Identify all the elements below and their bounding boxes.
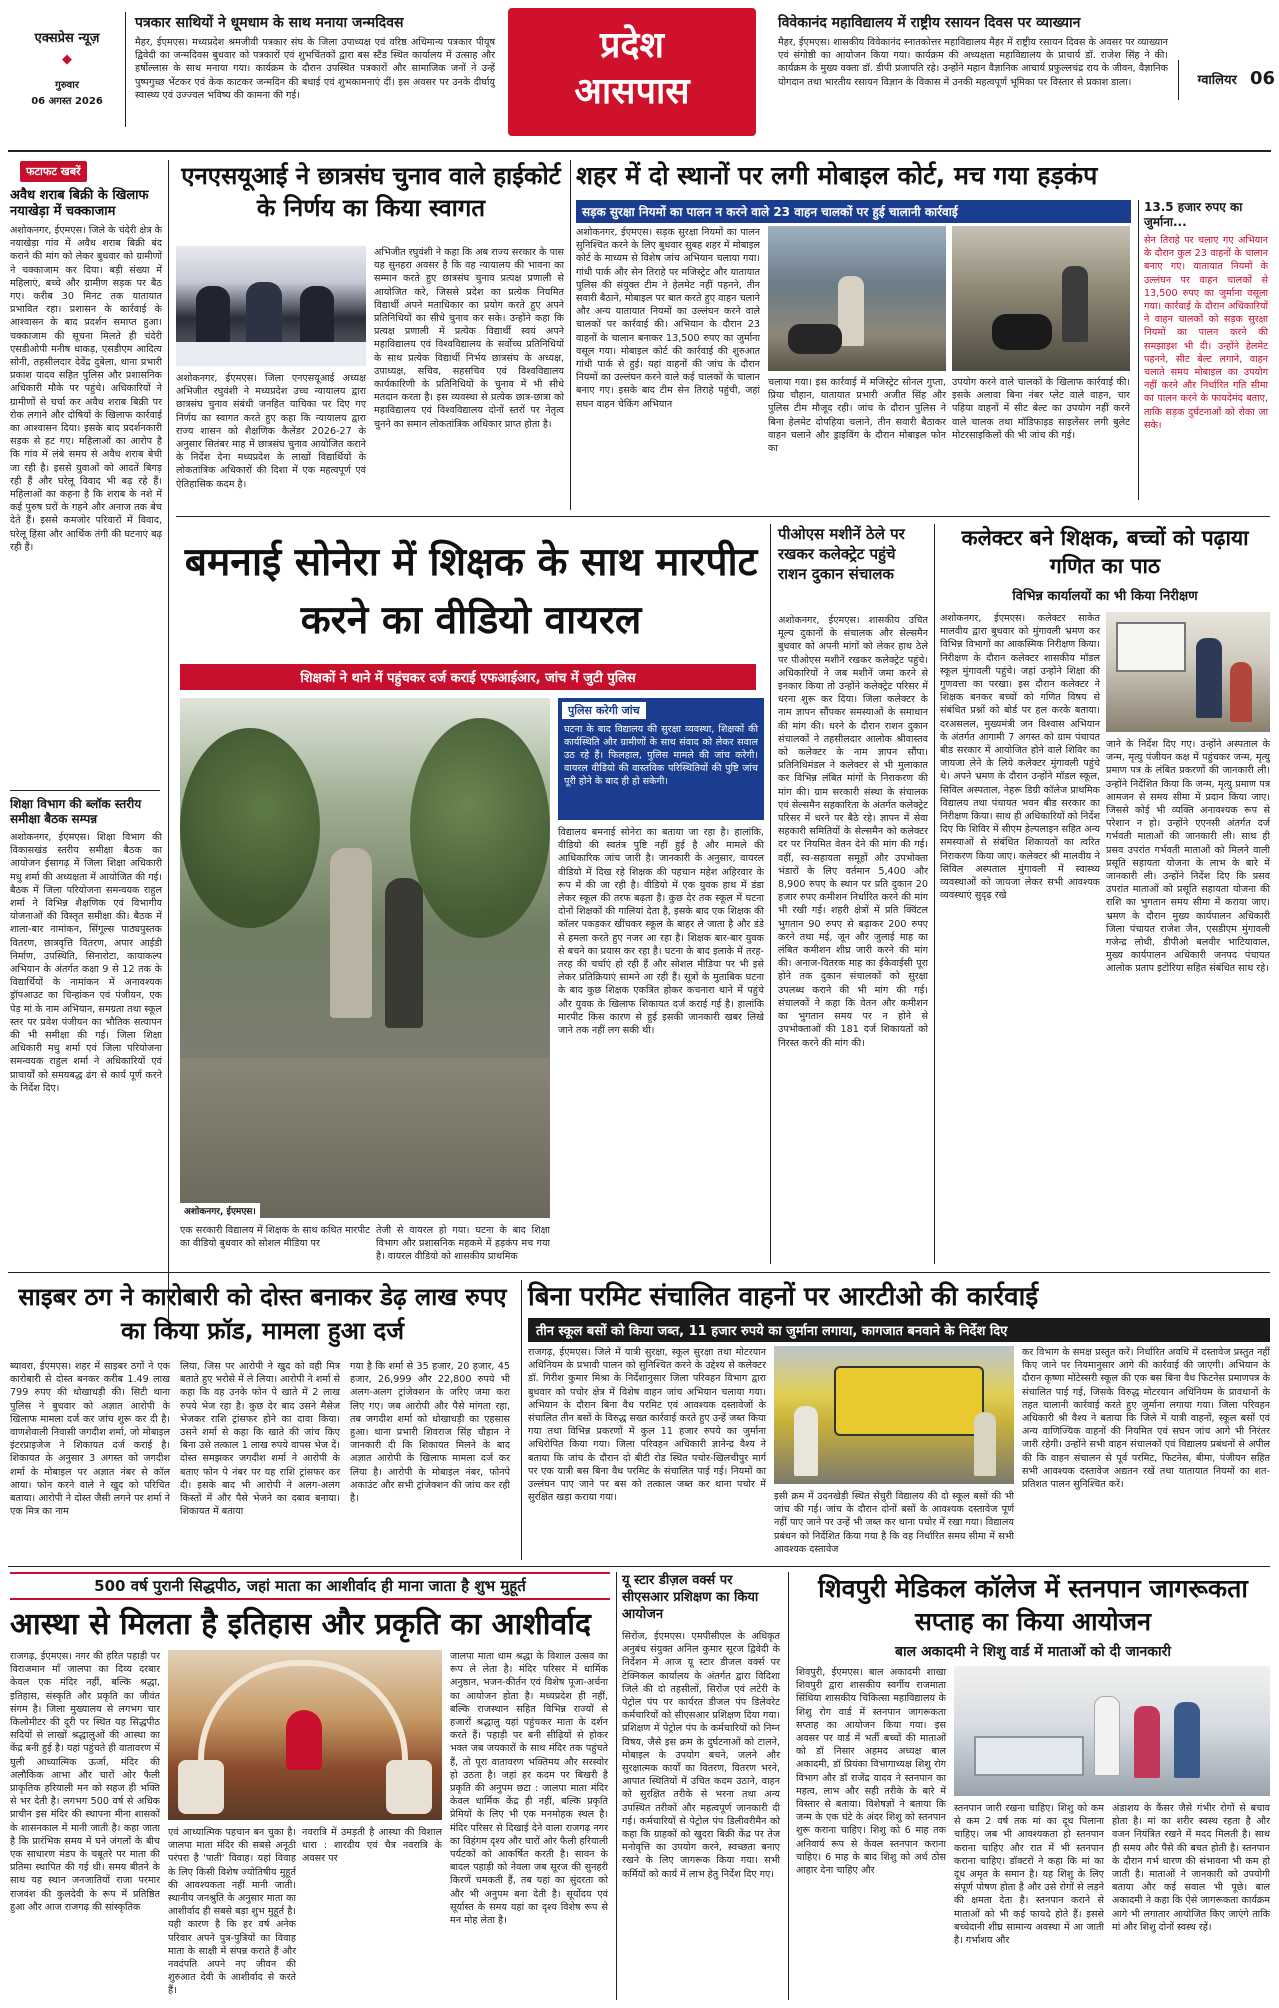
teacher-rule <box>770 524 771 1264</box>
collector-photo <box>1106 612 1270 732</box>
rto-body-col1: राजगढ़, ईएमएस। जिले में यात्री सुरक्षा, स्कूल सुरक्षा तथा मोटरयान अधिनियम के प्रभावी पालन को सुनिश्चित करने के उद्देश्य से कलेक्टर डॉ. गिरीश कुमार मिश्रा के निर्देशानुसार जिला परिवहन विभाग द्वारा बुधवार को पचोर क्षेत्र में विशेष वाहन जांच अभियान चलाया गया। अभियान के दौरान बिना वैध परमिट एवं आवश्यक दस्तावेजों के संचालित तीन बसों के विरुद्ध सख्त कार्रवाई करते हुए उन्हें जब्त किया गया तथा विभिन्न प्रकरणों में कुल 11 हजार रुपये का जुर्माना अधिरोपित किया गया। जिला परिवहन अधिकारी ज्ञानेन्द्र वैश्य ने बताया कि जांच के दौरान दो बीटी रोड स्थित पचोर-खिलचीपुर मार्ग पर एक यात्री बस बिना वैध परमिट के संचालित पाई गई। नियमों का उल्लंघन पाए जाने पर बस को तत्काल जब्त कर थाना पचोर में सुरक्षित खड़ा कराया गया। <box>528 1347 766 1504</box>
cyber-headline: साइबर ठग ने कारोबारी को दोस्त बनाकर डेढ़ लाख रुपए का किया फ्रॉड, मामला हुआ दर्ज <box>18 1283 507 1345</box>
person-silhouette-icon <box>385 878 423 1028</box>
temple-rule <box>616 1572 617 2000</box>
mobile-court-body-col3: उपयोग करने वाले चालकों के खिलाफ कार्रवाई की। इसके अलावा बिना नंबर प्लेट वाले वाहन, चार पहिया वाहनों में सीट बेल्ट का उपयोग नहीं करने वाले चालक तथा मॉडिफाइड साइलेंसर लगी बुलेट मोटरसाइकिलों की भी जांच की गई। <box>952 377 1130 441</box>
tree-icon <box>180 728 320 928</box>
deity-icon <box>286 1710 322 1770</box>
pos-headline: पीओएस मशीनें ठेले पर रखकर कलेक्ट्रेट पहुंचे राशन दुकान संचालक <box>778 525 905 583</box>
cyber-body-col2: लिया, जिस पर आरोपी ने खुद को वही मित्र बताते हुए भरोसे में ले लिया। आरोपी ने शर्मा से कहा कि वह उनके फोन पे खाते में 2 लाख रुपये भेज रहा है। कुछ देर बाद उसने मैसेज भेजकर राशि ट्रांसफर होने का दावा किया। उसने शर्मा से कहा कि खाते की जांच किए बिना उसे तत्काल 1 लाख रुपये वापस भेज दें। दोस्त समझकर जगदीश शर्मा ने आरोपी के बताए फोन पे नंबर पर यह राशि ट्रांसफर कर दी। इसके बाद भी आरोपी ने अलग-अलग किस्तों में और पैसे भेजने का दबाव बनाया। शिकायत में बताया <box>180 1361 341 1518</box>
cyber-body-col1: ब्यावरा, ईएमएस। शहर में साइबर ठगों ने एक कारोबारी से दोस्त बनकर करीब 1.49 लाख 799 रुपए की धोखाधड़ी की। सिटी थाना पुलिस ने बुधवार को अज्ञात आरोपी के खिलाफ मामला दर्ज कर जांच शुरू कर दी है। वाणशेवाली निवासी जगदीश शर्मा, जो मोबाइल इंटरप्राइजेज ने शिकायत दर्ज कराई है। शिकायत के अनुसार 3 अगस्त को जगदीश शर्मा के मोबाइल पर अज्ञात नंबर से कॉल आया। फोन करने वाले ने खुद को परिचित बताया। आरोपी ने दोस्त जैसी लगने पर शर्मा ने एक मित्र का नाम <box>10 1361 170 1518</box>
masthead-bottom-rule <box>8 150 1271 152</box>
collector-body-col2: जाने के निर्देश दिए गए। उन्होंने अस्पताल के जन्म, मृत्यु पंजीयन कक्ष में पहुंचकर जन्म, मृत्यु प्रमाण पत्र के लंबित प्रकरणों की जानकारी ली। उन्होंने निर्देशित किया कि जन्म, मृत्यु प्रमाण पत्र आमजन से समय सीमा में प्रदान किया जाए। जिससे कोई भी व्यक्ति अनावश्यक रूप से परेशान न हो। उन्होंने एएनसी अंतर्गत दर्ज गर्भवती माताओं की जानकारी ली। साथ ही प्रसव उपरांत गर्भवती माताओं को मिलने वाली प्रसूति सहायता योजना के लाभ के बारे में जानकारी ली। उन्होंने निर्देश दिए कि प्रसव उपरांत माताओं को प्रसूति सहायता योजना की राशि का भुगतान समय सीमा में कराया जाए। भ्रमण के दौरान मुख्य कार्यपालन अधिकारी जिला पंचायत राजेश जैन, एसडीएम मुंगावली गजेन्द्र लोधी, डीपीओ बलवीर भाटियावाल, मुख्य कार्यपालन अधिकारी जनपद पंचायत आलोक प्रताप इटोरिया सहित संबंधित साथ रहे। <box>1106 739 1270 975</box>
brief1-headline: अवैध शराब बिक्री के खिलाफ नयाखेड़ा में चक्काजाम <box>10 188 149 219</box>
brief2-headline: शिक्षा विभाग की ब्लॉक स्तरीय समीक्षा बैठक सम्पन्न <box>10 797 142 826</box>
brief1-body: अशोकनगर, ईएमएस। जिले के चंदेरी क्षेत्र के नयाखेड़ा गांव में अवैध शराब बिक्री बंद कराने की मांग को लेकर बुधवार को ग्रामीणों ने चक्काजाम कर दिया। बड़ी संख्या में महिलाएं, बच्चे और ग्रामीण सड़क पर बैठ गए। करीब 30 मिनट तक यातायात प्रभावित रहा। प्रशासन के कार्रवाई के आश्वासन के बाद प्रदर्शन समाप्त हुआ। चक्काजाम की सूचना मिलते ही चंदेरी एसडीओपी मनीष धाकड़, एसडीएम आदित्य सोनी, तहसीलदार देवेंद्र दुबेला, थाना प्रभारी प्रकाश यादव सहित पुलिस और प्रशासनिक अधिकारी मौके पर पहुंचे। अधिकारियों ने ग्रामीणों से चर्चा कर अवैध शराब बिक्री पर रोक लगाने और दोषियों के खिलाफ कार्रवाई का आश्वासन दिया। इसके बाद प्रदर्शनकारी सड़क से हट गए। महिलाओं का आरोप है कि गांव में लंबे समय से अवैध शराब बेची जा रही है। इससे युवाओं को आदतें बिगड़ रही हैं और घरेलू विवाद भी बढ़ रहे हैं। महिलाओं का कहना है कि शराब के नशे में कई पुरुष घरों के गहने और अनाज तक बेच देते हैं। इससे कमजोर परिवारों में विवाद, घरेलू हिंसा और आर्थिक तंगी की घटनाएं बढ़ रही हैं। <box>10 225 162 553</box>
temple-body-col1: राजगढ़, ईएमएस। नगर की हरित पहाड़ी पर विराजमान माँ जालपा का दिव्य दरबार केवल एक मंदिर नहीं, बल्कि श्रद्धा, इतिहास, संस्कृति और प्रकृति का जीवंत संगम है। जिला मुख्यालय से लगभग चार किलोमीटर की दूरी पर स्थित यह सिद्धपीठ सदियों से लाखों श्रद्धालुओं की आस्था का केंद्र बनी हुई है। यहां पहुंचते ही वातावरण में घुली आध्यात्मिक ऊर्जा, मंदिर की अलौकिक आभा और चारों ओर फैली प्राकृतिक हरियाली मन को सहज ही भक्ति से भर देती है। लगभग 500 वर्ष से अधिक प्राचीन इस मंदिर की स्थापना मीना शासकों के शासनकाल में मानी जाती है। कहा जाता है कि प्रारंभिक समय में घने जंगलों के बीच एक साधारण मंडप के चबूतरे पर माता की प्रतिमा स्थापित की गई थी। समय बीतने के साथ यह स्थान जनजातियों राजा परमार राजवंश की कुलदेवी के रूप में प्रतिष्ठित हुआ और आज राजगढ़ की सांस्कृतिक <box>10 1651 160 1913</box>
top-left-story <box>135 14 495 132</box>
edition-city: ग्वालियर <box>1197 73 1237 88</box>
story-teacher <box>176 524 766 1266</box>
person-silhouette-icon <box>196 286 230 346</box>
row1-bottom-rule <box>176 516 1270 517</box>
temple-kicker: 500 वर्ष पुरानी सिद्धपीठ, जहां माता का आशीर्वाद ही माना जाता है शुभ मुहूर्त <box>10 1572 610 1600</box>
whiteboard <box>1116 622 1186 672</box>
nsui-photo <box>176 246 366 366</box>
pos-rule <box>934 524 935 1264</box>
teacher-headline: बमनाई सोनेरा में शिक्षक के साथ मारपीट करने का वीडियो वायरल <box>184 540 758 643</box>
brief2-body: अशोकनगर, ईएमएस। शिक्षा विभाग की विकासखंड स्तरीय समीक्षा बैठक का आयोजन ईसागढ़ में जिला शिक्षा अधिकारी मधु शर्मा की अध्यक्षता में आयोजित की गई। बैठक में जिला परियोजना समन्वयक राहुल शर्मा ने विभिन्न शैक्षणिक एवं विभागीय योजनाओं की विस्तृत समीक्षा की। बैठक में शाला-बार नामांकन, सिंगूल्स पाठ्यपुस्तक वितरण, छात्रवृत्ति वितरण, अपार आईडी निर्माण, उपस्थिति, सिनारोटा, कायाकल्प अभियान के अंतर्गत कक्षा 9 से 12 तक के विद्यार्थियों के नामांकन में अनावश्यक ड्रॉपआउट का चिन्हांकन एवं पंजीयन, एक पेड़ मां के नाम अभियान, समग्रता तथा स्कूल स्तर पर प्रवेश पंजीयन का भौतिक सत्यापन की भी समीक्षा की गई। जिला शिक्षा अधिकारी मधु शर्मा एवं जिला परियोजना समन्वयक राहुल शर्मा ने अधिकारियों एवं प्राचार्यों को समयबद्ध ढंग से कार्य पूर्ण करने के निर्देश दिए। <box>10 832 162 1094</box>
top-right-story <box>778 14 1168 134</box>
nsui-headline: एनएसयूआई ने छात्रसंघ चुनाव वाले हाईकोर्ट के निर्णय का किया स्वागत <box>181 162 561 222</box>
person-silhouette-icon <box>1196 638 1222 718</box>
shivpuri-headline: शिवपुरी मेडिकल कॉलेज में स्तनपान जागरूकता सप्ताह का किया आयोजन <box>818 1574 1248 1636</box>
pos-body: अशोकनगर, ईएमएस। शासकीय उचित मूल्य दुकानों के संचालक और सेल्समैन बुधवार को अपनी मांगों को लेकर हाथ ठेले पर पीओएस मशीनें रखकर कलेक्ट्रेट पहुंचे। अधिकारियों ने जब मशीनें जमा करने से इनकार किया तो उन्होंने कलेक्ट्रेट परिसर में धरना शुरू कर दिया। जिला कलेक्टर के नाम ज्ञापन सौंपकर समस्याओं के समाधान की मांग की। धरने के दौरान राशन दुकान संचालकों ने तहसीलदार आलोक श्रीवास्तव को कलेक्टर के नाम ज्ञापन सौंपा। प्रतिनिधिमंडल ने कलेक्टर से भी मुलाकात कर विभिन्न लंबित मांगों के निराकरण की मांग की। ग्राम सरकारी संस्था के संचालक एवं सेल्समैन सहकारिता के अंतर्गत कलेक्ट्रेट परिसर में धरने पर बैठे रहे। ज्ञापन में सेवा सहकारी समितियों के सेल्समैन को कलेक्टर दर पर नियमित वेतन देने की मांग की गई। वहीं, स्व-सहायता समूहों और उपभोक्ता भंडारों के लिए वर्तमान 5,400 और 8,900 रुपए के स्थान पर प्रति दुकान 20 हजार रुपए कमीशन निर्धारित करने की मांग भी रखी गई। शहरी क्षेत्रों में प्रति क्विंटल भुगतान 90 रुपए से बढ़ाकर 200 रुपए करने तथा मई, जून और जुलाई माह का लंबित कमीशन शीघ्र जारी करने की मांग की। अनाज-वितरक माह का ईकेवाईसी पूरा होने तक दुकान संचालकों को सुरक्षा उपलब्ध कराने की भी मांग की गई। संचालकों ने कहा कि वेतन और कमीशन का भुगतान समय पर न होने से उपभोक्ताओं की 181 दर्ज शिकायतों को निरस्त करने की मांग की। <box>778 615 928 1049</box>
shivpuri-body-col1: शिवपुरी, ईएमएस। बाल अकादमी शाखा शिवपुरी द्वारा शासकीय स्वर्गीय राजमाता सिंधिया शासकीय चिकित्सा महाविद्यालय के शिशु रोग वार्ड में स्तनपान जागरूकता सप्ताह का आयोजन किया गया। इस अवसर पर वार्ड में भर्ती बच्चों की माताओं को डॉ निसार अहमद अध्यक्ष बाल अकादमी, डॉ प्रियंका विभागाध्यक्ष शिशु रोग विभाग और डॉ राजेंद्र यादव ने स्तनपान का महत्व, लाभ और सही तरीके के बारे में विस्तार से बताया। विशेषज्ञों ने बताया कि जन्म के एक घंटे के अंदर शिशु को स्तनपान शुरू कराना चाहिए। शिशु को 6 माह तक अनिवार्य रूप से केवल स्तनपान कराना चाहिए। 6 माह के बाद शिशु को अर्ध ठोस आहार देना चाहिए और <box>796 1667 946 1877</box>
rto-photo <box>774 1346 1014 1484</box>
cyber-body-col3: गया है कि शर्मा से 35 हजार, 20 हजार, 45 हजार, 26,999 और 22,800 रुपये भी अलग-अलग ट्रांजेक्शन के जरिए जमा करा लिए गए। जब आरोपी और पैसे मांगता रहा, तब जगदीश शर्मा को धोखाधड़ी का एहसास हुआ। थाना प्रभारी शिवराज सिंह चौहान ने जानकारी दी कि शिकायत मिलने के बाद अज्ञात आरोपी के खिलाफ मामला दर्ज कर लिया है। आरोपी के मोबाइल नंबर, फोनपे अकाउंट और सभी ट्रांजेक्शन की जांच कर रही है। <box>350 1361 510 1505</box>
top-right-body: मैहर, ईएमएस। शासकीय विवेकानंद स्नातकोत्तर महाविद्यालय मैहर में राष्ट्रीय रसायन दिवस के अवसर पर व्याख्यान एवं संगोष्ठी का आयोजन किया गया। कार्यक्रम की अध्यक्षता महाविद्यालय के प्राचार्य डॉ. राजेश सिंह ने की। कार्यक्रम के मुख्य वक्ता डॉ. डीपी प्रजापति रहे। उन्होंने महान वैज्ञानिक आचार्य प्रफुल्लचंद्र राय के जीवन, वैज्ञानिक योगदान तथा भारतीय रसायन विज्ञान के विकास में उनकी महत्वपूर्ण भूमिका पर विस्तार से प्रकाश डाला। <box>778 37 1168 88</box>
row2-bottom-rule <box>8 1272 1270 1273</box>
lion-statue-icon <box>178 1760 224 1814</box>
mobile-court-photo-1 <box>768 226 946 371</box>
sidebar-divider <box>10 790 160 791</box>
story-ystar <box>622 1572 782 2002</box>
collector-headline: कलेक्टर बने शिक्षक, बच्चों को पढ़ाया गणित का पाठ <box>961 526 1249 578</box>
person-silhouette-icon <box>794 1406 818 1476</box>
teacher-body-lead: एक सरकारी विद्यालय में शिक्षक के साथ कथित मारपीट का वीडियो बुधवार को सोशल मीडिया पर <box>180 1225 370 1250</box>
nsui-body-col2: अभिजीत रघुवंशी ने कहा कि अब राज्य सरकार के पास यह सुनहरा अवसर है कि वह न्यायालय की भावना का सम्मान करते हुए छात्रसंघ चुनाव प्रत्यक्ष प्रणाली से आयोजित करे, जिससे प्रदेश का प्रत्येक नियमित विद्यार्थी अपने मताधिकार का प्रयोग करते हुए अपने प्रतिनिधियों का सीधे चुनाव कर सके। उन्होंने कहा कि प्रत्यक्ष प्रणाली में प्रत्येक विद्यार्थी स्वयं अपने महाविद्यालय एवं विश्वविद्यालय के सर्वोच्च प्रतिनिधियों के साथ प्रत्येक विद्यार्थी निर्भय छात्रसंघ के अध्यक्ष, उपाध्यक्ष, सचिव, सहसचिव एवं विश्वविद्यालय कार्यकारिणी के प्रतिनिधियों के चुनाव में भी सीधे मतदान करता है। इस व्यवस्था से प्रत्येक छात्र-छात्रा को महाविद्यालय एवं विश्वविद्यालय दोनों स्तरों पर नेतृत्व चुनने का समान लोकतांत्रिक अधिकार प्राप्त होता है। <box>374 247 564 430</box>
temple-body-col3: जालपा माता धाम श्रद्धा के विशाल उत्सव का रूप ले लेता है। मंदिर परिसर में धार्मिक अनुष्ठान, भजन-कीर्तन एवं विशेष पूजा-अर्चना का आयोजन होता है। मध्यप्रदेश ही नहीं, बल्कि राजस्थान सहित विभिन्न राज्यों से हजारों श्रद्धालु यहां पहुंचकर माता के दर्शन करते हैं। पहाड़ी पर बनी सीढ़ियों से होकर भक्त जब जयकारों के साथ मंदिर तक पहुंचते हैं, तो पूरा वातावरण भक्तिमय और सरस्वोर हो उठता है। जहां हर कदम पर बिखरी है प्रकृति की अनुपम छटा : जालपा माता मंदिर केवल धार्मिक केंद्र ही नहीं, बल्कि प्रकृति प्रेमियों के लिए भी एक मनमोहक स्थल है। मंदिर परिसर से दिखाई देने वाला राजगढ़ नगर का विहंगम दृश्य और चारों ओर फैली हरियाली पर्यटकों को आकर्षित करती है। सावन के बादल पहाड़ी को नेवला जब सूरज की सुनहरी किरणें चमकती हैं, तब यहां का सुंदरता को और भी अनुपम बना देती है। सूर्योदय एवं सूर्यास्त के समय यहां का दृश्य विशेष रूप से मन मोह लेता है। <box>450 1651 608 1927</box>
ystar-headline: यू स्टार डीज़ल वर्क्स पर सीएसआर प्रशिक्षण का किया आयोजन <box>622 1573 759 1622</box>
motorbike-icon <box>992 314 1052 350</box>
temple-photo <box>168 1650 442 1820</box>
collector-body-col1a: अशोकनगर, ईएमएस। कलेक्टर साकेत मालवीय द्वारा बुधवार को मुंगावली भ्रमण कर विभिन्न विभागों का आकस्मिक निरीक्षण किया। निरीक्षण के दौरान कलेक्टर शासकीय मॉडल स्कूल मुंगावली पहुंचे। जहां उन्होंने शिक्षा की गुणवत्ता का परखा। इस दौरान कलेक्टर ने शिक्षक बनकर बच्चों को गणित विषय से संबंधित प्रश्नों को बोर्ड पर हल करके बताया। दरअसलल, मुख्यमंत्री जन विश्वास अभियान के अंतर्गत आगामी 7 अगस्त को ग्राम पंचायत बीड सरकार में आयोजित होने वाले शिविर का जायजा लेने के लिये कलेक्टर मुंगावली पहुंचे थे। अपने भ्रमण के दौरान उन्होंने मॉडल स्कूल, सिविल अस्पताल, नेहरू डिग्री कॉलेज प्राथमिक विद्यालय तथा पंचायत भवन बीड सरकार का निरीक्षण किया। साथ ही अधिकारियों को निर्देश दिए कि शिविर में सीएम हेल्पलाइन सहित अन्य समस्याओं से संबंधित शिकायतों का त्वरित निराकरण किया जाए। कलेक्टर श्री मालवीय ने सिविल अस्पताल मुंगावली में स्वास्थ्य व्यवस्थाओं को जायजा लेकर सभी आवश्यक व्यवस्थाएं सुदृढ़ रखे <box>940 613 1100 902</box>
teacher-photo-caption: अशोकनगर, ईएमएस। <box>180 1203 260 1218</box>
rto-subheadline: तीन स्कूल बसों को किया जब्त, 11 हजार रुपये का जुर्माना लगाया, कागजात बनवाने के निर्देश दिए <box>528 1318 1270 1342</box>
row3-bottom-rule <box>8 1566 1270 1567</box>
shivpuri-body-col3: अंडाशय के कैंसर जैसे गंभीर रोगों से बचाव होता है। मां का शरीर स्वस्थ रहता है और वजन नियंत्रित रखने में मदद मिलती है। साथ ही समय और पैसे की बचत होती है। स्तनपान के दौरान गर्भ धारण की संभावना भी कम हो जाती है। माताओं ने जानकारी को उपयोगी बताया और कई सवाल भी पूछे। बाल अकादमी ने कहा कि ऐसे जागरूकता कार्यक्रम आगे भी लगातार आयोजित किए जाएंगे ताकि मां और शिशु दोनों स्वस्थ रहें। <box>1112 1803 1270 1933</box>
brand-block <box>12 10 122 128</box>
section-title-line1: प्रदेश <box>599 25 665 66</box>
photo-table <box>176 342 366 366</box>
masthead <box>0 0 1279 150</box>
person-silhouette-icon <box>1134 1706 1160 1778</box>
temple-body-col2b: नवरात्रि में उमड़ती है आस्था की विशाल धारा : शारदीय एवं चैत्र नवरात्रि के अवसर पर <box>302 1827 442 1865</box>
issue-date: 06 अगस्त 2026 <box>31 96 103 107</box>
shivpuri-photo <box>954 1666 1270 1796</box>
ground <box>180 1058 550 1218</box>
person-silhouette-icon <box>246 282 282 346</box>
tree-icon <box>410 718 550 938</box>
police-box-body: घटना के बाद विद्यालय की सुरक्षा व्यवस्था, शिक्षकों की कार्यस्थिति और ग्रामीणों के साथ संवाद को लेकर सवाल उठ रहे हैं। फिलहाल, पुलिस मामले की जांच करेगी। वायरल वीडियो की वास्तविक परिस्थितियों की पुष्टि जांच पूरी होने के बाद ही हो सकेगी। <box>564 724 758 787</box>
person-silhouette-icon <box>1174 1702 1200 1778</box>
top-left-headline: पत्रकार साथियों ने धूमधाम के साथ मनाया जन्मदिवस <box>135 15 404 31</box>
mobile-court-subheadline: सड़क सुरक्षा नियमों का पालन न करने वाले 23 वाहन चालकों पर हुई चालानी कार्रवाई <box>576 200 1131 223</box>
school-bus-icon <box>834 1366 984 1436</box>
mobile-court-body-col1: अशोकनगर, ईएमएस। सड़क सुरक्षा नियमों का पालन सुनिश्चित करने के लिए बुधवार सुबह शहर में मोबाइल कोर्ट के माध्यम से विशेष जांच अभियान चलाया गया। गांधी पार्क और सेन तिराहे पर मजिस्ट्रेट और यातायात पुलिस की संयुक्त टीम ने हेलमेट नहीं पहनने, तीन सवारी बैठाने, मोबाइल पर बात करते हुए वाहन चलाने और अन्य यातायात नियमों का उल्लंघन करने वाले चालकों पर कार्रवाई की। अभियान के दौरान 23 वाहनों के चालान बनाकर 13,500 रुपए का जुर्माना वसूल गया। मोबाइल कोर्ट की कार्रवाई की शुरुआत गांधी पार्क से हुई। यहां वाहनों की जांच के दौरान नियमों का उल्लंघन करने वाले कई चालकों के चालान बनाए गए। इसके बाद टीम सेन तिराहे पहुंची, जहां सघन वाहन चेकिंग अभियान <box>576 227 760 410</box>
mobile-court-side-body: सेन तिराहे पर चलाए गए अभियान के दौरान कुल 23 वाहनों के चालान बनाए गए। यातायात नियमों के उल्लंघन पर वाहन चालकों से 13,500 रुपए का जुर्माना वसूला गया। कार्रवाई के दौरान अधिकारियों ने वाहन चालकों को सड़क सुरक्षा नियमों का पालन करने की समझाइश भी दी। उन्होंने हेलमेट पहनने, सीट बेल्ट लगाने, वाहन चलाते समय मोबाइल का उपयोग नहीं करने और निर्धारित गति सीमा का पालन करने के फायदेमंद बताए, ताकि सड़क दुर्घटनाओं को रोका जा सके। <box>1144 235 1268 431</box>
top-left-body: मैहर, ईएमएस। मध्यप्रदेश श्रमजीवी पत्रकार संघ के जिला उपाध्यक्ष एवं वरिष्ठ अधिमान्य पत्रकार पीयूष द्विवेदी का जन्मदिवस बुधवार को पत्रकारों एवं शुभचिंतकों द्वारा बस स्टैंड स्थित कार्यालय में उत्साह और हर्षोल्लास के साथ मनाया गया। कार्यक्रम के दौरान उपस्थित पत्रकारों और सामाजिक जनों ने उन्हें पुष्पगुच्छ भेंटकर एवं केक काटकर जन्मदिन की बधाई एवं शुभकामनाएं दीं। इस अवसर पर उनके दीर्घायु स्वास्थ्य एवं उज्ज्वल भविष्य की कामना की गई। <box>135 37 495 101</box>
sidebar-rule <box>168 160 169 1330</box>
person-silhouette-icon <box>1230 662 1252 722</box>
story-rto <box>528 1280 1270 1560</box>
nsui-body-col1: अशोकनगर, ईएमएस। जिला एनएसयूआई अध्यक्ष अभिजीत रघुवंशी ने मध्यप्रदेश उच्च न्यायालय द्वारा छात्रसंघ चुनाव संबंधी जनहित याचिका पर दिए गए निर्णय का स्वागत करते हुए कहा कि न्यायालय द्वारा राज्य शासन को शैक्षणिक कैलेंडर 2026-27 के अनुसार सितंबर माह में छात्रसंघ चुनाव आयोजित कराने के निर्देश देना मध्यप्रदेश के लाखों विद्यार्थियों के लोकतांत्रिक अधिकारों की दिशा में एक महत्वपूर्ण एवं ऐतिहासिक कदम है। <box>176 373 366 490</box>
story-cyber <box>10 1280 515 1560</box>
temple-headline: आस्था से मिलता है इतिहास और प्रकृति का आशीर्वाद <box>10 1607 591 1642</box>
story-pos <box>778 524 928 1266</box>
city-page <box>1180 68 1275 94</box>
sidebar-label: फटाफट खबरें <box>20 161 87 182</box>
teacher-body-lead2: तेजी से वायरल हो गया। घटना के बाद शिक्षा विभाग और प्रशासनिक महकमे में हड़कंप मच गया है। वायरल वीडियो को शासकीय प्राथमिक <box>376 1225 550 1263</box>
story-shivpuri <box>796 1572 1270 2002</box>
mobile-court-headline: शहर में दो स्थानों पर लगी मोबाइल कोर्ट, मच गया हड़कंप <box>576 161 1098 190</box>
collector-subheadline: विभिन्न कार्यालयों का भी किया निरीक्षण <box>1012 589 1198 604</box>
cyber-rule <box>521 1280 522 1560</box>
story-nsui <box>176 160 566 510</box>
top-right-headline: विवेकानंद महाविद्यालय में राष्ट्रीय रसायन दिवस पर व्याख्यान <box>778 15 1081 31</box>
lion-statue-icon <box>386 1760 432 1814</box>
story-temple <box>10 1572 610 2002</box>
rto-headline: बिना परमिट संचालित वाहनों पर आरटीओ की कार्रवाई <box>528 1282 1039 1312</box>
rto-body-col3: कर विभाग के समक्ष प्रस्तुत करें। निर्धारित अवधि में दस्तावेज प्रस्तुत नहीं किए जाने पर नियमानुसार आगे की कार्रवाई की जाएगी। अभियान के दौरान कृष्णा मोंटेस्सरी स्कूल की एक बस बिना वैध फिटनेस प्रमाणपत्र के संचालित पाई गई, जिसके विरुद्ध मोटरयान अधिनियम के प्रावधानों के तहत चालानी कार्रवाई करते हुए जुर्माना लगाया गया। जिला परिवहन अधिकारी श्री वैश्य ने बताया कि जिले में यात्री वाहनों, स्कूल बसों एवं अन्य वाणिज्यिक वाहनों की नियमित एवं सघन जांच आगे भी निरंतर जारी रहेगी। उन्होंने सभी वाहन संचालकों एवं विद्यालय प्रबंधनों से अपील की कि वाहन संचालन से पूर्व परमिट, फिटनेस, बीमा, पंजीयन सहित सभी आवश्यक दस्तावेज अद्यतन रखें तथा यातायात नियमों का शत-प्रतिशत पालन सुनिश्चित करें। <box>1022 1347 1270 1491</box>
nsui-rule <box>570 160 571 510</box>
section-banner <box>508 8 756 136</box>
ystar-rule <box>788 1572 789 2000</box>
teacher-body-main: विद्यालय बमनाई सोनेरा का बताया जा रहा है। हालांकि, वीडियो की स्वतंत्र पुष्टि नहीं हुई है और मामले की आधिकारिक जांच जारी है। जानकारी के अनुसार, वायरल वीडियो में दिख रहे शिक्षक की पहचान महेश अहिरवार के रूप में की जा रही है। वीडियो में एक युवक हाथ में डंडा लेकर स्कूल की तरफ बढ़ता है। कुछ देर तक स्कूल में घटना दोनों शिक्षकों की गालियां देता है, इसके बाद एक शिक्षक की कॉलर पकड़कर खींचकर स्कूल के बाहर ले जाता है और डंडे से हमला करते हुए नजर आ रहा है। शिक्षक बार-बार युवक से बचने का प्रयास कर रहा है। घटना के बाद इलाके में तरह-तरह की चर्चाएं हो रही हैं और सोशल मीडिया पर भी इसे लेकर प्रतिक्रियाएं सामने आ रही हैं। सूत्रों के मुताबिक घटना के बाद कुछ शिक्षक एकत्रित होकर कचनारा थाने में पहुंचे और युवक के खिलाफ शिकायत दर्ज कराई गई है। हालांकि मारपीट किस कारण से हुई इसकी जानकारी खबर लिखे जाने तक नहीं लग सकी थी। <box>558 827 764 1037</box>
story-mobile-court <box>576 160 1270 510</box>
masthead-divider-right <box>1178 60 1179 100</box>
person-silhouette-icon <box>974 1412 996 1476</box>
brand-ornament-icon: ◆ <box>62 52 72 67</box>
motorbike-icon <box>788 324 842 354</box>
teacher-subheadline: शिक्षकों ने थाने में पहुंचकर दर्ज कराई एफआईआर, जांच में जुटी पुलिस <box>180 664 756 690</box>
rto-body-col2: इसी क्रम में उदनखेड़ी स्थित सेंचुरी विद्यालय की दो स्कूल बसों की भी जांच की गई। जांच के दौरान दोनों बसों के आवश्यक दस्तावेज पूर्ण नहीं पाए जाने पर उन्हें भी जब्त कर थाना पचोर में रखा गया। विद्यालय प्रबंधन को निर्देशित किया गया है कि वह निर्धारित समय सीमा में सभी आवश्यक दस्तावेज <box>774 1491 1014 1555</box>
teacher-video-photo <box>180 698 550 1218</box>
issue-day: गुरुवार <box>55 80 79 91</box>
police-box-title: पुलिस करेगी जांच <box>562 702 646 719</box>
person-silhouette-icon <box>300 286 334 346</box>
mobile-court-body-col2: चलाया गया। इस कार्रवाई में मजिस्ट्रेट सोनल गुप्ता, प्रिया चौहान, यातायात प्रभारी अजीत सिंह और पुलिस टीम मौजूद रही। जांच के दौरान पुलिस ने बिना हेलमेट दोपहिया चलाने, तीन सवारी बैठाकर वाहन चलाने और ड्राइविंग के दौरान मोबाइल फोन का <box>768 377 946 455</box>
masthead-divider <box>125 12 126 127</box>
brand-name: एक्सप्रेस न्यूज़ <box>34 31 100 46</box>
shivpuri-subheadline: बाल अकादमी ने शिशु वार्ड में माताओं को दी जानकारी <box>894 1644 1172 1660</box>
mobile-court-side-headline: 13.5 हजार रुपए का जुर्माना... <box>1144 200 1243 229</box>
mobile-court-side-rule <box>1138 200 1139 500</box>
person-silhouette-icon <box>330 848 372 1018</box>
shivpuri-body-col2: स्तनपान जारी रखना चाहिए। शिशु को कम से कम 2 वर्ष तक मां का दूध पिलाना चाहिए। जब भी आवश्यकता हो स्तनपान कराना चाहिए और रात में भी स्तनपान कराना चाहिए। डॉक्टरों ने कहा कि मां का दूध अमृत के समान है। यह शिशु के लिए संपूर्ण पोषण होता है और उसे रोगों से लड़ने की क्षमता देता है। स्तनपान कराने से माताओं को भी कई फायदे होते हैं। इससे बच्चेदानी शीघ्र सामान्य अवस्था में आ जाती है। गर्भाशय और <box>954 1803 1104 1947</box>
section-title-line2: आसपास <box>574 71 690 112</box>
page-number: 06 <box>1249 68 1275 89</box>
person-silhouette-icon <box>1094 1696 1120 1776</box>
story-collector <box>940 524 1270 1266</box>
mobile-court-photo-2 <box>952 226 1130 371</box>
hospital-bed-icon <box>974 1736 1084 1776</box>
police-box <box>558 698 764 820</box>
sidebar <box>10 160 162 1332</box>
officer-silhouette-icon <box>1062 266 1088 342</box>
ystar-body: सिरोंज, ईएमएस। एमपीसीएल के अधिकृत अनुबंध संयुक्त अनिल कुमार सूरज द्विवेदी के निर्देशन में आज यू स्टार डीजल वर्क्स पर टेक्निकल कार्यालय के अंतर्गत द्वारा विदिशा जिले की दो तहसीलों, सिरोंज एवं लटेरी के पेट्रोल पंप पर कार्यरत डीजल पंप डिलेवरेट कर्मचारियों को सीएसआर प्रशिक्षण दिया गया। प्रशिक्षण में पेट्रोल पंप के कर्मचारियों को निम्न विषय, जैसे इस क्रम के दुर्घटनाओं को टालने, मोबाइल के उपयोग बचने, जलने और सुरक्षात्मक कार्यों का वितरण, वितरण भरने, आपात स्थितियों में उचित कदम उठाने, वाहन को सुरक्षित तरीके से भरना तथा अन्य उपस्थित तरीकों और महत्वपूर्ण जानकारी दी गई। कर्मचारियों से पेट्रोल पंप डिलीवरीमैन को कहा कि ग्राहकों को खुदरा बिक्री केंद्र पर तेज मनोवृत्ति का उपयोग करने, स्वच्छता बनाए रखने के लिए जागरूक किया गया। सभी कर्मियों को कार्य में लाभ हेतु निर्देश दिए गए। <box>622 1631 780 1880</box>
temple-body-col2a: एवं आध्यात्मिक पहचान बन चुका है। जालपा माता मंदिर की सबसे अनूठी परंपरा है 'पाती' विवाह। यहां विवाह के लिए किसी विशेष ज्योतिषीय मुहूर्त की आवश्यकता नहीं मानी जाती। स्थानीय जनश्रुति के अनुसार माता का आशीर्वाद ही सबसे बड़ा शुभ मुहूर्त है। यही कारण है कि हर वर्ष अनेक परिवार अपने पुत्र-पुत्रियों का विवाह माता के साक्षी में संपन्न कराते हैं और नवदंपति अपने नए जीवन की शुरुआत देवी के आशीर्वाद से करते हैं। <box>168 1827 296 1997</box>
